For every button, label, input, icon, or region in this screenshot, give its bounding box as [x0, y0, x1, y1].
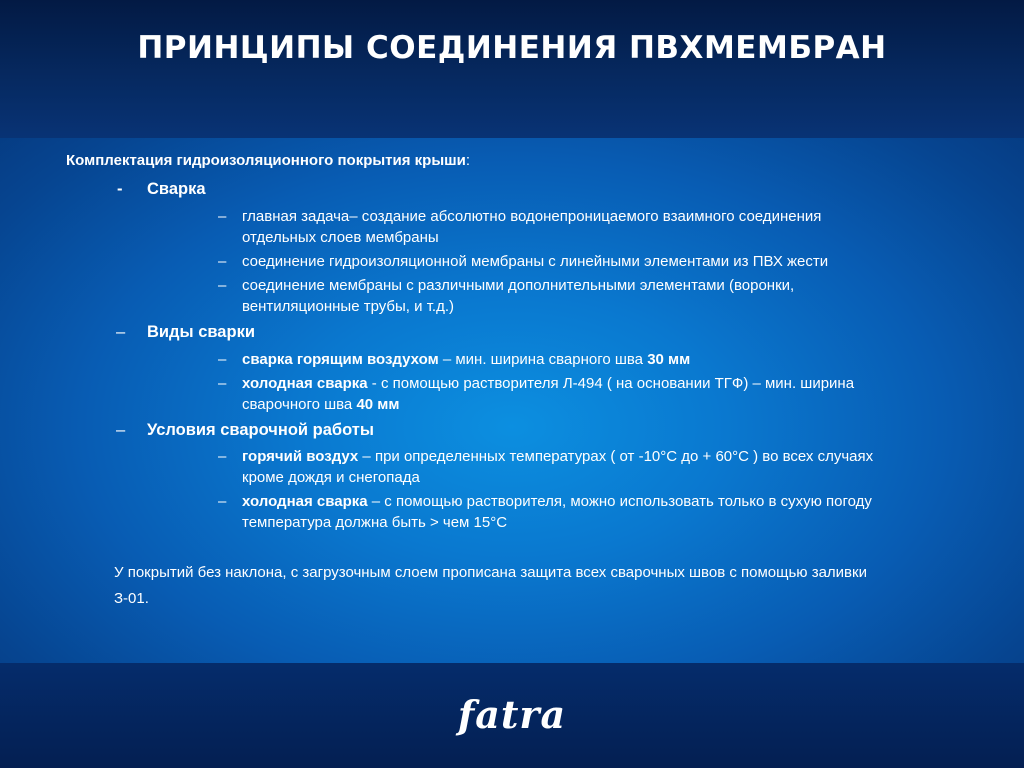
list-item-cont: отдельных слоев мембраны [242, 229, 439, 246]
header-band [0, 0, 1024, 138]
item-marker: – [218, 351, 227, 368]
section-marker: – [116, 421, 126, 439]
section-heading: Условия сварочной работы [147, 421, 374, 439]
list-item: сварка горящим воздухом – мин. ширина сварного шва 30 мм [242, 351, 691, 368]
list-item: горячий воздух – при определенных температурах ( от -10°C до + 60°C ) во всех случаях [242, 448, 874, 465]
fatra-logo: fatra [457, 692, 567, 737]
item-marker: – [218, 493, 227, 510]
list-item-cont: вентиляционные трубы, и т.д.) [242, 298, 454, 315]
footer-note-cont: З-01. [114, 590, 149, 607]
section-marker: - [117, 180, 123, 198]
footer-note: У покрытий без наклона, с загрузочным слоем прописана защита всех сварочных швов с помощью заливки [114, 564, 867, 581]
item-marker: – [218, 277, 227, 294]
list-item: соединение мембраны с различными дополнительными элементами (воронки, [242, 277, 795, 294]
section-heading: Виды сварки [147, 323, 255, 341]
list-item-cont: температура должна быть > чем 15°C [242, 514, 508, 531]
item-marker: – [218, 208, 227, 225]
item-marker: – [218, 375, 227, 392]
list-item-cont: кроме дождя и снегопада [242, 469, 420, 486]
list-item-cont: сварочного шва 40 мм [242, 396, 400, 413]
list-item: холодная сварка – с помощью растворителя, можно использовать только в сухую погоду [242, 493, 872, 510]
item-marker: – [218, 448, 227, 465]
item-marker: – [218, 253, 227, 270]
list-item: холодная сварка - с помощью растворителя Л-494 ( на основании ТГФ) – мин. ширина [242, 375, 855, 392]
page-title: ПРИНЦИПЫ СОЕДИНЕНИЯ ПВХМЕМБРАН [137, 30, 887, 66]
intro-line: Комплектация гидроизоляционного покрытия крыши: [66, 152, 471, 169]
list-item: главная задача– создание абсолютно водонепроницаемого взаимного соединения [242, 208, 822, 225]
list-item: соединение гидроизоляционной мембраны с линейными элементами из ПВХ жести [242, 253, 829, 270]
section-marker: – [116, 323, 126, 341]
section-heading: Сварка [147, 180, 206, 198]
